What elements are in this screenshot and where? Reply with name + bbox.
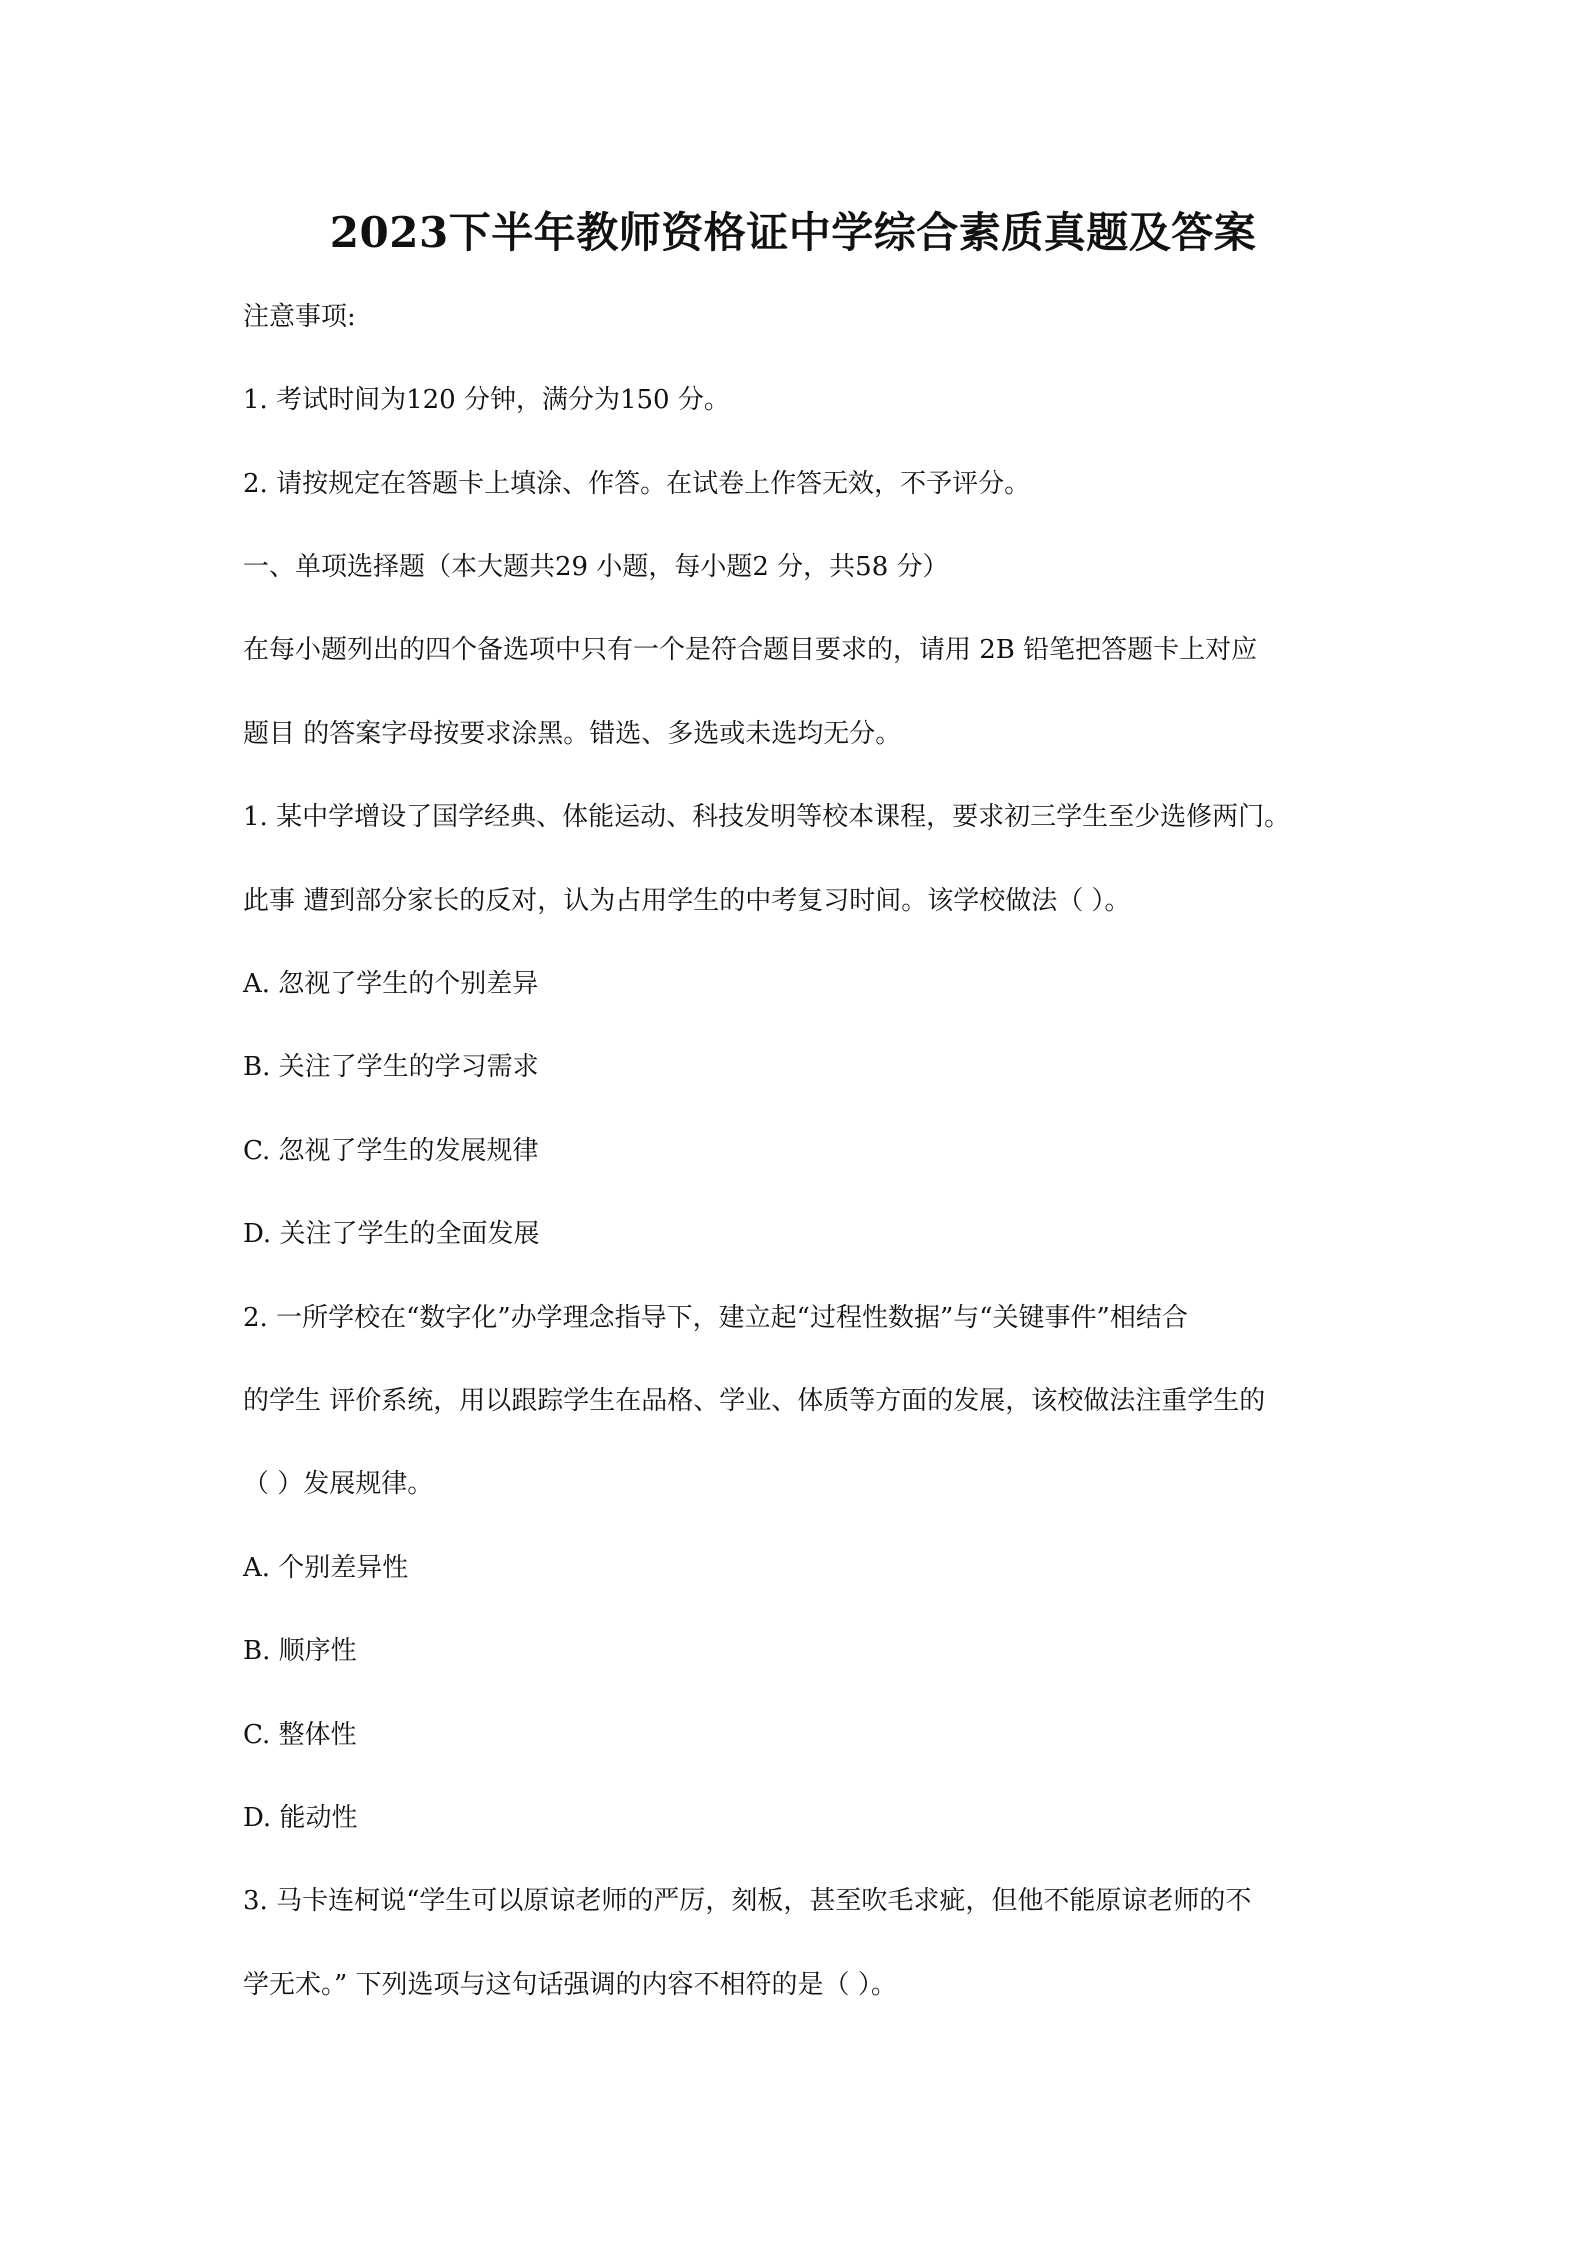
question-1-option-d: D. 关注了学生的全面发展 (243, 1219, 540, 1249)
question-2-option-d: D. 能动性 (243, 1803, 358, 1833)
notice-item-2: 2. 请按规定在答题卡上填涂、作答。在试卷上作答无效，不予评分。 (243, 469, 1031, 499)
instruction-line-1: 在每小题列出的四个备选项中只有一个是符合题目要求的，请用 2B 铅笔把答题卡上对应 (243, 635, 1258, 665)
question-2-option-c: C. 整体性 (243, 1720, 357, 1750)
notice-heading: 注意事项: (243, 302, 356, 332)
question-1-option-c: C. 忽视了学生的发展规律 (243, 1136, 539, 1166)
question-1-stem-line-2: 此事 遭到部分家长的反对，认为占用学生的中考复习时间。该学校做法（ ）。 (243, 886, 1131, 916)
question-1-option-a: A. 忽视了学生的个别差异 (243, 969, 539, 999)
question-3-stem-line-1: 3. 马卡连柯说“学生可以原谅老师的严厉，刻板，甚至吹毛求疵，但他不能原谅老师的不 (243, 1886, 1252, 1916)
question-2-option-b: B. 顺序性 (243, 1636, 357, 1666)
section-heading: 一、单项选择题（本大题共29 小题，每小题2 分，共58 分） (243, 552, 949, 582)
question-2-option-a: A. 个别差异性 (243, 1553, 409, 1583)
question-2-stem-line-1: 2. 一所学校在“数字化”办学理念指导下，建立起“过程性数据”与“关键事件”相结合 (243, 1303, 1188, 1333)
document-title: 2023下半年教师资格证中学综合素质真题及答案 (329, 208, 1257, 257)
question-2-stem-line-2: 的学生 评价系统，用以跟踪学生在品格、学业、体质等方面的发展，该校做法注重学生的 (243, 1386, 1266, 1416)
question-3-stem-line-2: 学无术。” 下列选项与这句话强调的内容不相符的是（ ）。 (243, 1970, 897, 2000)
instruction-line-2: 题目 的答案字母按要求涂黑。错选、多选或未选均无分。 (243, 719, 902, 749)
question-2-stem-line-3: （ ）发展规律。 (243, 1469, 434, 1499)
question-1-stem-line-1: 1. 某中学增设了国学经典、体能运动、科技发明等校本课程，要求初三学生至少选修两门。 (243, 802, 1291, 832)
notice-item-1: 1. 考试时间为120 分钟，满分为150 分。 (243, 385, 730, 415)
question-1-option-b: B. 关注了学生的学习需求 (243, 1052, 539, 1082)
